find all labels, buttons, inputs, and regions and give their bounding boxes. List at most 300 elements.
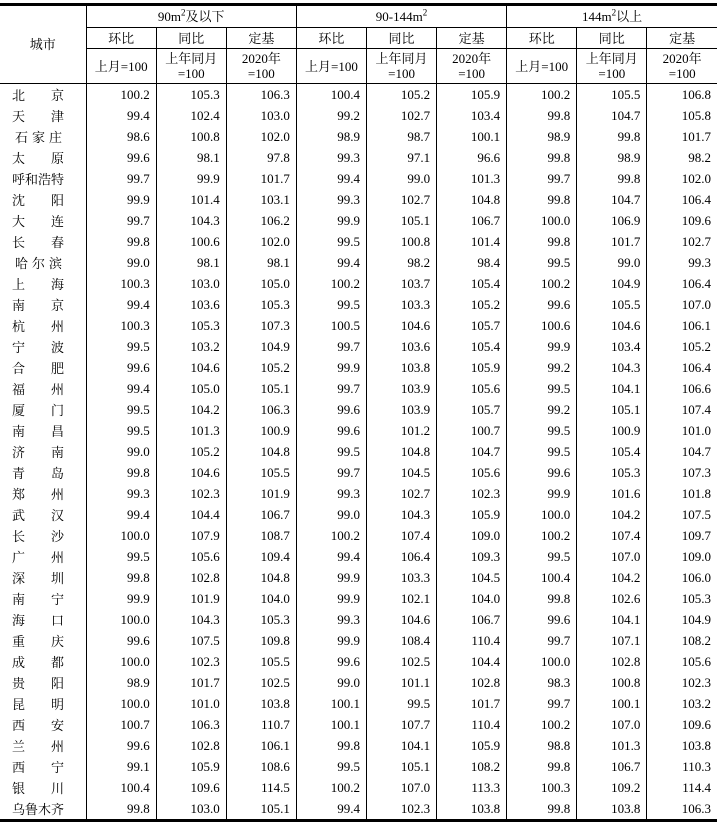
value-cell: 98.9: [296, 126, 366, 147]
table-row: [0, 294, 717, 315]
value-cell: 108.2: [647, 630, 717, 651]
value-cell: 107.7: [366, 714, 436, 735]
city-name: 厦门: [12, 403, 64, 418]
value-cell: 98.6: [86, 126, 156, 147]
base-header: [577, 49, 647, 84]
value-cell: 101.3: [156, 420, 226, 441]
value-cell: 100.5: [296, 315, 366, 336]
city-name: 杭州: [12, 319, 64, 334]
value-cell: 108.4: [366, 630, 436, 651]
value-cell: 103.8: [577, 798, 647, 821]
city-name: 贵阳: [12, 676, 64, 691]
value-cell: 102.3: [647, 672, 717, 693]
value-cell: 99.8: [577, 126, 647, 147]
value-cell: 99.9: [296, 588, 366, 609]
value-cell: 104.9: [647, 609, 717, 630]
value-cell: 99.4: [296, 798, 366, 821]
value-cell: 105.9: [156, 756, 226, 777]
city-name: 哈尔滨: [15, 256, 62, 271]
city-cell: [0, 504, 86, 525]
value-cell: 110.4: [437, 630, 507, 651]
value-cell: 109.2: [577, 777, 647, 798]
value-cell: 99.9: [296, 630, 366, 651]
value-cell: 103.9: [366, 399, 436, 420]
table-row: [0, 735, 717, 756]
city-name: 西安: [12, 718, 64, 733]
value-cell: 114.5: [226, 777, 296, 798]
value-cell: 100.7: [437, 420, 507, 441]
value-cell: 100.8: [577, 672, 647, 693]
value-cell: 100.2: [507, 84, 577, 106]
table-row: [0, 588, 717, 609]
value-cell: 99.8: [86, 567, 156, 588]
value-cell: 99.8: [507, 231, 577, 252]
value-cell: 99.7: [507, 630, 577, 651]
city-name: 大连: [12, 214, 64, 229]
value-cell: 103.0: [156, 798, 226, 821]
table-row: [0, 462, 717, 483]
city-name: 太原: [12, 151, 64, 166]
value-cell: 106.1: [226, 735, 296, 756]
table-row: [0, 504, 717, 525]
group-suffix: 以上: [616, 9, 643, 24]
value-cell: 103.0: [226, 105, 296, 126]
value-cell: 100.1: [577, 693, 647, 714]
value-cell: 114.4: [647, 777, 717, 798]
value-cell: 106.4: [647, 357, 717, 378]
city-cell: [0, 126, 86, 147]
value-cell: 102.7: [366, 105, 436, 126]
value-cell: 103.8: [366, 357, 436, 378]
value-cell: 106.3: [226, 84, 296, 106]
value-cell: 104.2: [156, 399, 226, 420]
city-cell: [0, 798, 86, 821]
value-cell: 99.8: [507, 588, 577, 609]
value-cell: 99.6: [507, 609, 577, 630]
table-row: [0, 525, 717, 546]
table-row: [0, 546, 717, 567]
table-row: [0, 567, 717, 588]
value-cell: 102.3: [156, 651, 226, 672]
value-cell: 105.7: [437, 315, 507, 336]
value-cell: 99.0: [86, 252, 156, 273]
city-name: 武汉: [12, 508, 64, 523]
city-name: 宁波: [12, 340, 64, 355]
value-cell: 109.4: [226, 546, 296, 567]
value-cell: 101.7: [647, 126, 717, 147]
group-suffix: 及以下: [185, 9, 225, 24]
value-cell: 100.2: [296, 777, 366, 798]
value-cell: 99.7: [296, 462, 366, 483]
value-cell: 99.0: [366, 168, 436, 189]
value-cell: 99.8: [507, 756, 577, 777]
value-cell: 105.1: [226, 798, 296, 821]
value-cell: 105.3: [156, 84, 226, 106]
value-cell: 104.3: [366, 504, 436, 525]
value-cell: 101.9: [156, 588, 226, 609]
value-cell: 107.4: [577, 525, 647, 546]
value-cell: 98.8: [507, 735, 577, 756]
value-cell: 102.4: [156, 105, 226, 126]
table-row: [0, 126, 717, 147]
value-cell: 108.7: [226, 525, 296, 546]
table-row: [0, 714, 717, 735]
value-cell: 104.7: [577, 189, 647, 210]
city-cell: [0, 336, 86, 357]
value-cell: 99.4: [86, 378, 156, 399]
value-cell: 104.8: [226, 441, 296, 462]
city-name: 长春: [12, 235, 64, 250]
value-cell: 99.3: [296, 147, 366, 168]
value-cell: 100.2: [507, 273, 577, 294]
value-cell: 99.6: [86, 630, 156, 651]
value-cell: 99.6: [507, 462, 577, 483]
city-cell: [0, 714, 86, 735]
value-cell: 96.6: [437, 147, 507, 168]
value-cell: 98.4: [437, 252, 507, 273]
value-cell: 105.5: [577, 294, 647, 315]
value-cell: 105.3: [647, 588, 717, 609]
value-cell: 106.7: [437, 210, 507, 231]
table-row: [0, 651, 717, 672]
city-cell: [0, 567, 86, 588]
city-cell: [0, 210, 86, 231]
value-cell: 99.7: [86, 168, 156, 189]
city-cell: [0, 546, 86, 567]
value-cell: 101.3: [437, 168, 507, 189]
value-cell: 99.5: [86, 546, 156, 567]
city-cell: [0, 483, 86, 504]
value-cell: 113.3: [437, 777, 507, 798]
value-cell: 104.3: [577, 357, 647, 378]
value-cell: 105.3: [226, 609, 296, 630]
value-cell: 100.0: [86, 693, 156, 714]
value-cell: 109.8: [226, 630, 296, 651]
value-cell: 99.9: [296, 210, 366, 231]
value-cell: 99.5: [507, 546, 577, 567]
value-cell: 105.3: [577, 462, 647, 483]
value-cell: 99.5: [296, 756, 366, 777]
city-cell: [0, 651, 86, 672]
value-cell: 106.2: [226, 210, 296, 231]
value-cell: 100.2: [507, 525, 577, 546]
base-line: =100: [388, 66, 415, 81]
value-cell: 104.6: [366, 315, 436, 336]
value-cell: 100.6: [156, 231, 226, 252]
value-cell: 100.2: [86, 84, 156, 106]
value-cell: 99.2: [507, 399, 577, 420]
value-cell: 102.5: [226, 672, 296, 693]
value-cell: 99.5: [507, 441, 577, 462]
value-cell: 100.0: [86, 525, 156, 546]
value-cell: 103.8: [647, 735, 717, 756]
value-cell: 100.8: [156, 126, 226, 147]
base-header: [156, 49, 226, 84]
city-cell: [0, 378, 86, 399]
value-cell: 102.7: [647, 231, 717, 252]
value-cell: 100.7: [86, 714, 156, 735]
value-cell: 106.1: [647, 315, 717, 336]
base-line: 2020年: [241, 51, 281, 66]
value-cell: 102.7: [366, 189, 436, 210]
value-cell: 104.7: [647, 441, 717, 462]
city-cell: [0, 462, 86, 483]
city-name: 济南: [12, 445, 64, 460]
city-name: 兰州: [12, 739, 64, 754]
value-cell: 97.1: [366, 147, 436, 168]
value-cell: 99.6: [86, 357, 156, 378]
value-cell: 104.2: [577, 567, 647, 588]
city-name: 广州: [12, 550, 64, 565]
city-cell: [0, 441, 86, 462]
value-cell: 104.0: [437, 588, 507, 609]
table-row: [0, 399, 717, 420]
base-header: [226, 49, 296, 84]
value-cell: 99.7: [507, 168, 577, 189]
value-cell: 105.3: [156, 315, 226, 336]
city-name: 石家庄: [15, 130, 62, 145]
value-cell: 106.7: [226, 504, 296, 525]
value-cell: 98.9: [577, 147, 647, 168]
value-cell: 99.8: [507, 189, 577, 210]
city-name: 天津: [12, 109, 64, 124]
value-cell: 100.4: [296, 84, 366, 106]
value-cell: 101.7: [226, 168, 296, 189]
city-name: 沈阳: [12, 193, 64, 208]
value-cell: 99.5: [296, 294, 366, 315]
value-cell: 102.3: [156, 483, 226, 504]
value-cell: 109.7: [647, 525, 717, 546]
value-cell: 107.5: [156, 630, 226, 651]
value-cell: 109.6: [156, 777, 226, 798]
base-line: 上年同月: [375, 51, 428, 66]
value-cell: 99.3: [296, 483, 366, 504]
value-cell: 99.9: [507, 483, 577, 504]
value-cell: 98.2: [366, 252, 436, 273]
value-cell: 105.5: [577, 84, 647, 106]
table-row: [0, 756, 717, 777]
city-cell: [0, 777, 86, 798]
group-sup: 2: [611, 7, 617, 18]
value-cell: 98.7: [366, 126, 436, 147]
table-row: [0, 798, 717, 821]
value-cell: 101.1: [366, 672, 436, 693]
value-cell: 101.0: [156, 693, 226, 714]
value-cell: 98.9: [507, 126, 577, 147]
value-cell: 104.2: [577, 504, 647, 525]
value-cell: 110.3: [647, 756, 717, 777]
value-cell: 110.4: [437, 714, 507, 735]
value-cell: 103.3: [366, 567, 436, 588]
value-cell: 100.6: [507, 315, 577, 336]
value-cell: 106.4: [647, 273, 717, 294]
value-cell: 99.8: [296, 735, 366, 756]
value-cell: 100.0: [507, 651, 577, 672]
value-cell: 103.1: [226, 189, 296, 210]
value-cell: 106.0: [647, 567, 717, 588]
value-cell: 107.4: [647, 399, 717, 420]
sub-header: 同比: [156, 28, 226, 49]
value-cell: 105.9: [437, 504, 507, 525]
city-cell: [0, 420, 86, 441]
value-cell: 99.9: [156, 168, 226, 189]
value-cell: 100.8: [366, 231, 436, 252]
value-cell: 106.3: [226, 399, 296, 420]
value-cell: 99.8: [507, 147, 577, 168]
value-cell: 107.0: [366, 777, 436, 798]
value-cell: 107.0: [577, 546, 647, 567]
value-cell: 106.9: [577, 210, 647, 231]
table-row: [0, 84, 717, 106]
value-cell: 100.1: [296, 714, 366, 735]
group-sup: 2: [422, 7, 428, 18]
base-line: =100: [177, 66, 205, 81]
value-cell: 99.6: [507, 294, 577, 315]
table-row: [0, 609, 717, 630]
value-cell: 102.3: [366, 798, 436, 821]
city-name: 北京: [12, 88, 64, 103]
value-cell: 105.2: [437, 294, 507, 315]
city-cell: [0, 399, 86, 420]
base-line: 上年同月: [165, 51, 218, 66]
value-cell: 99.8: [507, 798, 577, 821]
value-cell: 99.9: [86, 189, 156, 210]
value-cell: 102.8: [577, 651, 647, 672]
city-name: 上海: [12, 277, 64, 292]
value-cell: 105.1: [366, 756, 436, 777]
value-cell: 99.3: [647, 252, 717, 273]
value-cell: 102.0: [226, 231, 296, 252]
value-cell: 99.6: [296, 420, 366, 441]
value-cell: 101.3: [577, 735, 647, 756]
value-cell: 104.3: [156, 609, 226, 630]
sub-header: 同比: [577, 28, 647, 49]
value-cell: 99.7: [507, 693, 577, 714]
value-cell: 106.7: [437, 609, 507, 630]
value-cell: 103.6: [156, 294, 226, 315]
value-cell: 107.1: [577, 630, 647, 651]
value-cell: 105.6: [647, 651, 717, 672]
value-cell: 99.8: [86, 798, 156, 821]
value-cell: 105.1: [366, 210, 436, 231]
city-cell: [0, 105, 86, 126]
value-cell: 101.0: [647, 420, 717, 441]
value-cell: 100.1: [437, 126, 507, 147]
value-cell: 99.3: [86, 483, 156, 504]
value-cell: 99.5: [296, 231, 366, 252]
city-cell: [0, 315, 86, 336]
value-cell: 106.4: [366, 546, 436, 567]
value-cell: 105.0: [226, 273, 296, 294]
table-row: [0, 231, 717, 252]
value-cell: 105.2: [156, 441, 226, 462]
sub-header: 定基: [437, 28, 507, 49]
value-cell: 109.0: [437, 525, 507, 546]
value-cell: 99.9: [86, 588, 156, 609]
value-cell: 108.6: [226, 756, 296, 777]
base-line: 上年同月: [585, 51, 638, 66]
value-cell: 99.4: [296, 546, 366, 567]
value-cell: 99.9: [507, 336, 577, 357]
city-name: 乌鲁木齐: [12, 802, 65, 817]
table-row: [0, 210, 717, 231]
value-cell: 104.7: [437, 441, 507, 462]
value-cell: 100.0: [86, 651, 156, 672]
base-header: 上月=100: [507, 49, 577, 84]
city-cell: [0, 294, 86, 315]
city-cell: [0, 147, 86, 168]
table-row: [0, 105, 717, 126]
city-name: 西宁: [12, 760, 64, 775]
value-cell: 99.2: [507, 357, 577, 378]
table-row: [0, 252, 717, 273]
value-cell: 108.2: [437, 756, 507, 777]
value-cell: 99.6: [86, 735, 156, 756]
value-cell: 105.2: [226, 357, 296, 378]
value-cell: 100.3: [507, 777, 577, 798]
value-cell: 106.3: [647, 798, 717, 821]
value-cell: 105.9: [437, 84, 507, 106]
value-cell: 99.6: [86, 147, 156, 168]
base-line: 2020年: [662, 51, 702, 66]
city-cell: [0, 252, 86, 273]
value-cell: 104.0: [226, 588, 296, 609]
city-cell: [0, 525, 86, 546]
value-cell: 98.1: [156, 252, 226, 273]
sub-header: 定基: [647, 28, 717, 49]
value-cell: 104.9: [577, 273, 647, 294]
price-index-table: [0, 3, 717, 822]
value-cell: 102.5: [366, 651, 436, 672]
value-cell: 99.5: [507, 378, 577, 399]
value-cell: 103.0: [156, 273, 226, 294]
value-cell: 104.1: [577, 378, 647, 399]
value-cell: 99.4: [86, 294, 156, 315]
value-cell: 104.6: [577, 315, 647, 336]
base-line: =100: [668, 66, 696, 81]
city-name: 长沙: [12, 529, 64, 544]
value-cell: 101.2: [366, 420, 436, 441]
value-cell: 98.3: [507, 672, 577, 693]
value-cell: 104.8: [226, 567, 296, 588]
value-cell: 103.2: [647, 693, 717, 714]
value-cell: 105.5: [226, 462, 296, 483]
value-cell: 100.9: [577, 420, 647, 441]
value-cell: 105.2: [647, 336, 717, 357]
value-cell: 107.0: [577, 714, 647, 735]
value-cell: 102.0: [226, 126, 296, 147]
value-cell: 99.5: [296, 441, 366, 462]
table-row: [0, 378, 717, 399]
value-cell: 101.8: [647, 483, 717, 504]
table-row: [0, 420, 717, 441]
value-cell: 98.1: [156, 147, 226, 168]
value-cell: 99.5: [86, 399, 156, 420]
city-cell: [0, 609, 86, 630]
city-name: 昆明: [12, 697, 64, 712]
value-cell: 103.7: [366, 273, 436, 294]
value-cell: 109.6: [647, 210, 717, 231]
sub-header: 环比: [86, 28, 156, 49]
table-row: [0, 189, 717, 210]
value-cell: 104.4: [437, 651, 507, 672]
city-cell: [0, 231, 86, 252]
group-label: 144m: [582, 9, 612, 24]
value-cell: 107.4: [366, 525, 436, 546]
group-header: [296, 5, 506, 28]
value-cell: 99.4: [86, 504, 156, 525]
value-cell: 99.9: [296, 357, 366, 378]
